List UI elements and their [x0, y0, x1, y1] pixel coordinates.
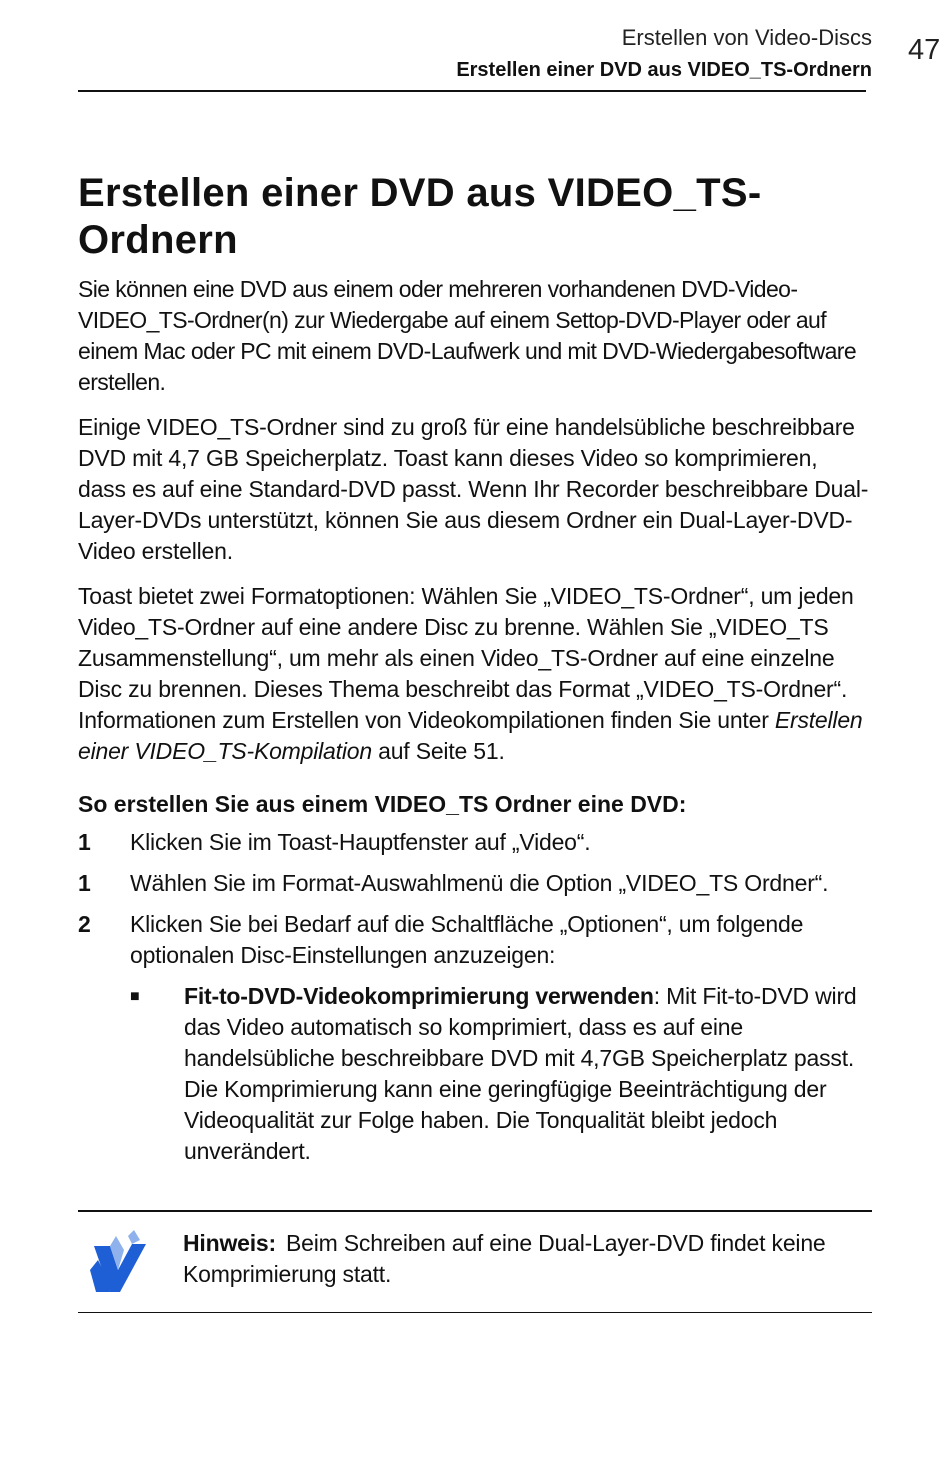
running-head-chapter: Erstellen von Video-Discs: [621, 25, 872, 50]
procedure-heading: So erstellen Sie aus einem VIDEO_TS Ordner eine DVD:: [78, 791, 687, 817]
step-number: 2: [78, 911, 91, 937]
step-number: 1: [78, 829, 91, 855]
note-box: [78, 1210, 872, 1313]
running-head-section: Erstellen einer DVD aus VIDEO_TS-Ordnern: [456, 59, 872, 81]
page-number: 47: [908, 34, 941, 66]
step-item: [78, 909, 870, 971]
note-text: [183, 1228, 873, 1290]
running-head: [456, 22, 872, 86]
note-label: Hinweis:: [183, 1230, 276, 1256]
checkmark-icon: [88, 1230, 150, 1294]
option-bullet: [130, 981, 870, 1167]
step-item: [78, 868, 870, 899]
main-content: [78, 170, 870, 1167]
square-bullet-icon: ■: [130, 988, 140, 1005]
page-title: Erstellen einer DVD aus VIDEO_TS-Ordnern: [78, 171, 762, 262]
step-text: Klicken Sie im Toast-Hauptfenster auf „Video“.: [130, 829, 591, 855]
step-item: [78, 827, 870, 858]
option-text: : Mit Fit-to-DVD wird das Video automatisch so komprimiert, dass es auf eine handelsübliche beschreibbare DVD mit 4,7GB Speicherplatz passt. Die Komprimierung kann eine geringfügige Beeinträchtigung der Videoqualität zur Folge haben. Die Tonqualität bleibt jedoch unverändert.: [184, 983, 857, 1164]
option-description: [184, 981, 870, 1167]
format-paragraph-text: Toast bietet zwei Formatoptionen: Wählen Sie „VIDEO_TS-Ordner“, um jeden Video_TS-Ordner auf eine andere Disc zu brenne. Wählen Sie „VIDEO_TS Zusammenstellung“, um mehr als einen Video_TS-Ordner auf eine einzelne Disc zu brennen. Dieses Thema beschreibt das Format „VIDEO_TS-Ordner“. Informationen zum Erstellen von Videokompilationen finden Sie unter: [78, 583, 854, 733]
cross-reference-link[interactable]: Erstellen einer VIDEO_TS-Kompilation: [78, 707, 863, 764]
format-paragraph-page-ref: auf Seite 51.: [371, 738, 505, 764]
format-paragraph: [78, 581, 870, 767]
step-number: 1: [78, 870, 91, 896]
header-divider: [78, 90, 866, 92]
option-title: Fit-to-DVD-Videokomprimierung verwenden: [184, 983, 654, 1009]
step-text: Klicken Sie bei Bedarf auf die Schaltfläche „Optionen“, um folgende optionalen Disc-Einstellungen anzuzeigen:: [130, 911, 804, 968]
note-body: Beim Schreiben auf eine Dual-Layer-DVD findet keine Komprimierung statt.: [183, 1230, 826, 1287]
step-text: Wählen Sie im Format-Auswahlmenü die Option „VIDEO_TS Ordner“.: [130, 870, 829, 896]
intro-paragraph: Sie können eine DVD aus einem oder mehreren vorhandenen DVD-Video-VIDEO_TS-Ordner(n) zur Wiedergabe auf einem Settop-DVD-Player oder auf einem Mac oder PC mit einem DVD-Laufwerk und mit DVD-Wiedergabesoftware erstellen.: [78, 276, 857, 395]
procedure-steps: [78, 827, 870, 971]
size-paragraph: Einige VIDEO_TS-Ordner sind zu groß für eine handelsübliche beschreibbare DVD mit 4,7 GB Speicherplatz. Toast kann dieses Video so komprimieren, dass es auf eine Standard-DVD passt. Wenn Ihr Recorder beschreibbare Dual-Layer-DVDs unterstützt, können Sie aus diesem Ordner ein Dual-Layer-DVD-Video erstellen.: [78, 414, 869, 564]
